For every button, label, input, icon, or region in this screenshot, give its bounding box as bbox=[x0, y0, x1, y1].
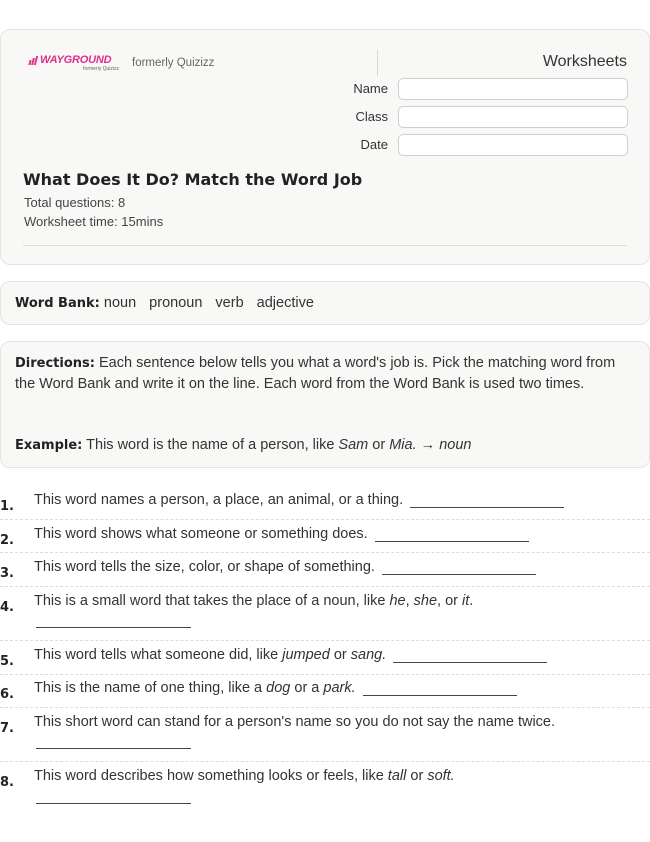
answer-line[interactable] bbox=[36, 627, 191, 628]
question-emphasis: she bbox=[413, 593, 438, 609]
answer-line[interactable] bbox=[382, 561, 536, 575]
worksheet-header bbox=[0, 29, 650, 265]
class-field[interactable] bbox=[398, 106, 628, 128]
question-number: 8. bbox=[0, 775, 14, 790]
question-emphasis: it bbox=[462, 593, 470, 609]
directions-body: Each sentence below tells you what a word's job is. Pick the matching word from the Word Bank and write it on the line. Each word from the Word Bank is used two times. bbox=[15, 355, 616, 392]
example-label: Example: bbox=[15, 438, 83, 453]
example-answer: noun bbox=[439, 437, 472, 453]
directions-box bbox=[0, 341, 650, 468]
question-prompt: This word names a person, a place, an animal, or a thing. bbox=[34, 492, 404, 508]
question-prompt: This word tells the size, color, or shape of something. bbox=[34, 559, 375, 575]
question-number: 6. bbox=[0, 687, 14, 702]
question-prompt: This word shows what someone or something does. bbox=[34, 526, 368, 542]
name-field[interactable] bbox=[398, 78, 628, 100]
worksheet-time: Worksheet time: 15mins bbox=[24, 214, 164, 229]
arrow-icon: → bbox=[420, 437, 436, 453]
example-word: Sam bbox=[338, 437, 369, 453]
question-separator bbox=[0, 552, 650, 553]
question-number: 3. bbox=[0, 566, 14, 581]
question-text bbox=[34, 559, 536, 575]
header-bottom-divider bbox=[23, 245, 627, 246]
question-prompt: This is the name of one thing, like a bbox=[34, 680, 263, 696]
question-text bbox=[34, 492, 564, 508]
question-separator bbox=[0, 640, 650, 641]
question-emphasis: tall bbox=[387, 768, 407, 784]
answer-line[interactable] bbox=[410, 494, 564, 508]
question-prompt: , or bbox=[437, 593, 458, 609]
question-prompt: , bbox=[405, 593, 410, 609]
example-line bbox=[15, 437, 471, 453]
worksheet-title: What Does It Do? Match the Word Job bbox=[23, 170, 363, 189]
question-separator bbox=[0, 674, 650, 675]
question-separator bbox=[0, 519, 650, 520]
question-separator bbox=[0, 707, 650, 708]
brand-name: WAYGROUND bbox=[40, 54, 112, 66]
wayground-logo bbox=[29, 54, 119, 72]
question-number: 2. bbox=[0, 533, 14, 548]
date-label: Date bbox=[360, 137, 388, 152]
word-bank-word: verb bbox=[215, 295, 244, 311]
question-text bbox=[34, 714, 555, 730]
question-prompt: This word describes how something looks or feels, like bbox=[34, 768, 384, 784]
total-questions: Total questions: 8 bbox=[24, 195, 126, 210]
question-emphasis: park. bbox=[323, 680, 356, 696]
question-separator bbox=[0, 761, 650, 762]
example-word: Mia. bbox=[389, 437, 417, 453]
question-prompt: This word tells what someone did, like bbox=[34, 647, 279, 663]
answer-line[interactable] bbox=[36, 803, 191, 804]
question-prompt: or a bbox=[294, 680, 320, 696]
question-number: 1. bbox=[0, 499, 14, 514]
word-bank-label: Word Bank: bbox=[15, 296, 100, 311]
question-number: 5. bbox=[0, 654, 14, 669]
answer-line[interactable] bbox=[36, 748, 191, 749]
name-label: Name bbox=[353, 81, 388, 96]
question-text bbox=[34, 680, 517, 696]
word-bank-word: noun bbox=[103, 295, 137, 311]
directions-text bbox=[15, 353, 630, 395]
question-text bbox=[34, 593, 473, 609]
question-emphasis: jumped bbox=[282, 647, 330, 663]
question-text bbox=[34, 526, 529, 542]
question-number: 7. bbox=[0, 721, 14, 736]
brand-sub: formerly Quizizz bbox=[83, 66, 119, 72]
answer-line[interactable] bbox=[375, 528, 529, 542]
question-emphasis: soft. bbox=[427, 768, 455, 784]
word-bank-word: pronoun bbox=[149, 295, 203, 311]
question-number: 4. bbox=[0, 600, 14, 615]
question-prompt: This is a small word that takes the place of a noun, like bbox=[34, 593, 386, 609]
class-label: Class bbox=[355, 109, 388, 124]
question-emphasis: sang. bbox=[350, 647, 387, 663]
word-bank-word: adjective bbox=[256, 295, 314, 311]
question-prompt: or bbox=[410, 768, 424, 784]
question-prompt: or bbox=[333, 647, 347, 663]
example-text: This word is the name of a person, like bbox=[86, 437, 335, 453]
question-prompt: . bbox=[469, 593, 474, 609]
date-field[interactable] bbox=[398, 134, 628, 156]
question-text bbox=[34, 768, 455, 784]
question-emphasis: dog bbox=[266, 680, 291, 696]
question-text bbox=[34, 647, 547, 663]
question-separator bbox=[0, 586, 650, 587]
directions-label: Directions: bbox=[15, 356, 95, 371]
worksheets-label: Worksheets bbox=[542, 53, 627, 70]
header-divider bbox=[377, 50, 378, 76]
answer-line[interactable] bbox=[393, 649, 547, 663]
question-prompt: This short word can stand for a person's name so you do not say the name twice. bbox=[34, 714, 556, 730]
formerly-text: formerly Quizizz bbox=[132, 57, 215, 69]
word-bank bbox=[0, 281, 650, 325]
example-text: or bbox=[372, 437, 386, 453]
logo-bars-icon bbox=[29, 56, 37, 65]
question-emphasis: he bbox=[389, 593, 406, 609]
answer-line[interactable] bbox=[363, 682, 517, 696]
